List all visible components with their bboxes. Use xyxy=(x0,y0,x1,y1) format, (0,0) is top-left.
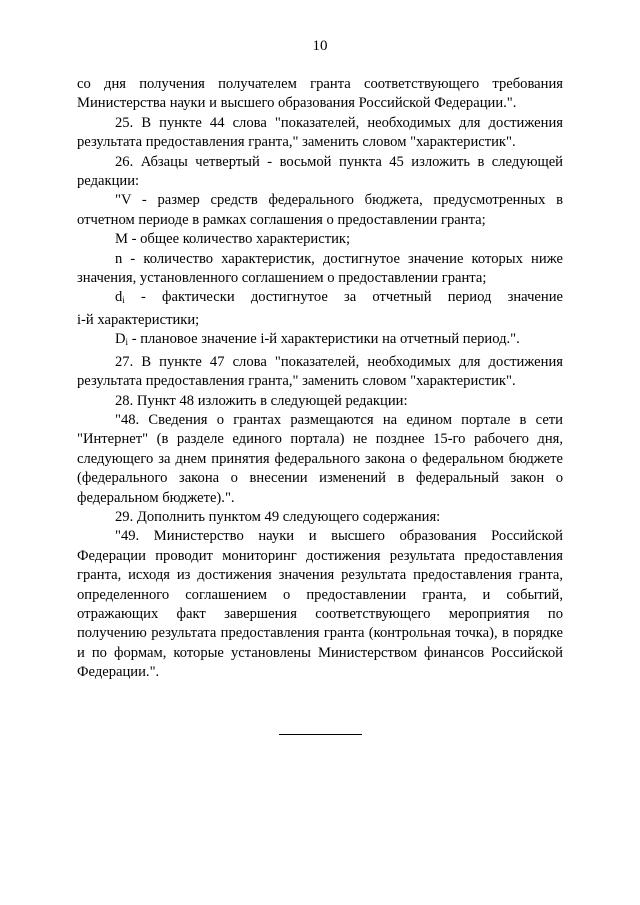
definition-Di-text: - плановое значение i-й характеристики на отчетный период.". xyxy=(128,331,520,348)
document-body xyxy=(77,75,563,683)
paragraph-definition-v: "V - размер средств федерального бюджета, предусмотренных в отчетном периоде в рамках соглашения о предоставлении гранта; xyxy=(77,192,563,228)
paragraph-point-48: "48. Сведения о грантах размещаются на едином портале в сети "Интернет" (в разделе единого портала) не позднее 15-го рабочего дня, следующего за днем принятия федерального закона о федеральном бюджете (федерального закона о внесении изменений в федеральный закон о федеральном бюджете).". xyxy=(77,411,563,506)
paragraph-item-29: 29. Дополнить пунктом 49 следующего содержания: xyxy=(115,508,441,525)
definition-di-line xyxy=(77,288,563,310)
subscript-i: i xyxy=(125,337,129,348)
paragraph-point-49: "49. Министерство науки и высшего образования Российской Федерации проводит мониторинг достижения результата предоставления гранта, исходя из достижения значения результата предоставления гранта, определенного соглашением о предоставлении гранта, и событий, отражающих факт завершения соответствующего мероприятия по получению результата предоставления гранта (контрольная точка), в порядке и по формам, которые установлены Министерством финансов Российской Федерации.". xyxy=(77,528,563,681)
paragraph-definition-Di xyxy=(77,330,563,352)
paragraph-continuation: со дня получения получателем гранта соответствующего требования Министерства науки и высшего образования Российской Федерации.". xyxy=(77,76,563,112)
paragraph-definition-di-cont: i-й характеристики; xyxy=(77,311,200,328)
paragraph-item-26: 26. Абзацы четвертый - восьмой пункта 45 изложить в следующей редакции: xyxy=(77,153,563,190)
paragraph-definition-n: n - количество характеристик, достигнутое значение которых ниже значения, установленного соглашением о предоставлении гранта; xyxy=(77,250,563,287)
closing-rule xyxy=(279,734,362,735)
page-number: 10 xyxy=(312,38,328,54)
paragraph-item-25: 25. В пункте 44 слова "показателей, необходимых для достижения результата предоставления гранта," заменить словом "характеристик". xyxy=(77,114,563,151)
paragraph-definition-di xyxy=(77,288,563,310)
paragraph-item-28: 28. Пункт 48 изложить в следующей редакции: xyxy=(115,392,408,409)
symbol-D: D xyxy=(115,331,126,348)
definition-di-text: - фактически достигнутое за отчетный период значение xyxy=(124,289,563,306)
paragraph-item-27: 27. В пункте 47 слова "показателей, необходимых для достижения результата предоставления гранта," заменить словом "характеристик". xyxy=(77,353,563,390)
paragraph-definition-m: M - общее количество характеристик; xyxy=(115,231,351,248)
symbol-d: d xyxy=(115,289,123,306)
subscript-i: i xyxy=(122,295,125,306)
